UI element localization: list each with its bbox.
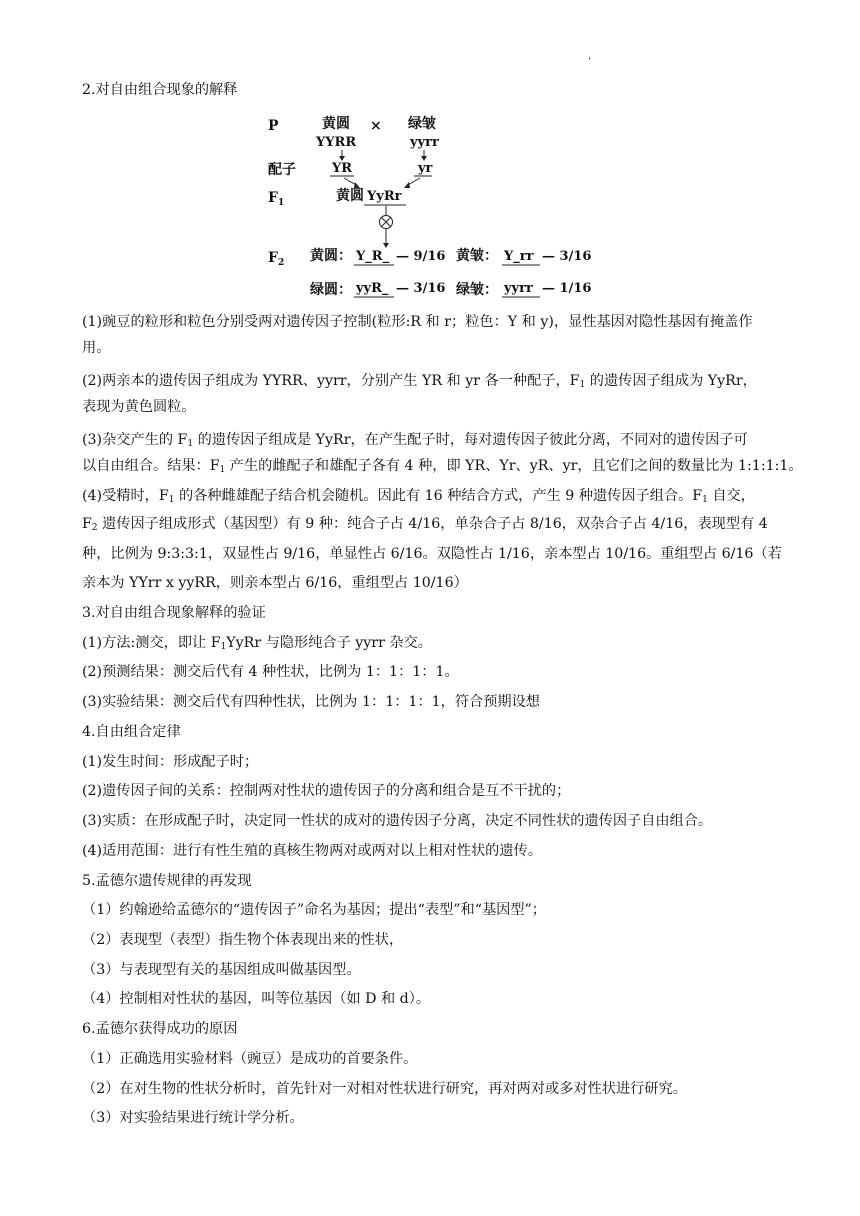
paragraph-line: (3)杂交产生的 $F_1$ 的遗传因子组成是 YyRr，在产生配子时，每对遗传因子彼此分离，不同对的遗传因子可 xyxy=(82,432,748,449)
paragraph-line: $F_2$ 遗传因子组成形式（基因型）有 9 种：纯合子占 4/16，单杂合子占 8/16，双杂合子占 4/16，表现型有 4 xyxy=(82,516,768,533)
paragraph-line: （1）约翰逊给孟德尔的“遗传因子”命名为基因；提出“表型”和“基因型”； xyxy=(82,902,546,918)
f2-yellow-wrinkled-ratio: — 3/16 xyxy=(542,249,592,264)
cross-diagram-svg xyxy=(250,108,630,304)
paragraph-line: （2）在对生物的性状分析时，首先针对一对相对性状进行研究，再对两对或多对性状进行研究。 xyxy=(82,1081,687,1097)
paragraph-line: 以自由组合。结果：$F_1$ 产生的雌配子和雄配子各有 4 种，即 YR、Yr、yR、yr，且它们之间的数量比为 1:1:1:1。 xyxy=(82,458,803,475)
section-heading-5: 5.孟德尔遗传规律的再发现 xyxy=(82,873,252,889)
paragraph-line: （3）与表现型有关的基因组成叫做基因型。 xyxy=(82,962,361,978)
paragraph-line: (1)发生时间：形成配子时； xyxy=(82,754,259,770)
cross-sign: × xyxy=(370,118,382,134)
f2-green-wrinkled-label: 绿皱： xyxy=(456,282,498,298)
page-mark: ' xyxy=(588,56,591,67)
arrowhead-gamete2-f1 xyxy=(404,182,410,188)
f2-green-round-genotype: yyR_ xyxy=(356,281,389,296)
paragraph-line: （3）对实验结果进行统计学分析。 xyxy=(82,1110,304,1126)
f2-yellow-round-genotype: Y_R_ xyxy=(356,249,390,264)
f2-yellow-wrinkled-label: 黄皱： xyxy=(456,248,498,264)
paragraph-line: 亲本为 YYrr x yyRR，则亲本型占 6/16，重组型占 10/16） xyxy=(82,575,468,591)
paragraph-line: 表现为黄色圆粒。 xyxy=(82,399,196,415)
paragraph-line: (2)遗传因子间的关系：控制两对性状的遗传因子的分离和组合是互不干扰的； xyxy=(82,783,571,799)
section-heading-2: 2.对自由组合现象的解释 xyxy=(82,82,238,98)
paragraph-line: （1）正确选用实验材料（豌豆）是成功的首要条件。 xyxy=(82,1051,418,1067)
f1-label: $F_1$ xyxy=(268,190,285,208)
section-heading-3: 3.对自由组合现象解释的验证 xyxy=(82,605,266,621)
f2-label: $F_2$ xyxy=(268,250,285,268)
paragraph-line: 用。 xyxy=(82,340,111,356)
paragraph-line: (4)受精时，$F_1$ 的各种雌雄配子结合机会随机。因此有 16 种结合方式，产生 9 种遗传因子组合。$F_1$ 自交， xyxy=(82,488,755,505)
paragraph-line: 种，比例为 9:3:3:1，双显性占 9/16，单显性占 6/16。双隐性占 1/16，亲本型占 10/16。重组型占 6/16（若 xyxy=(82,546,782,562)
paragraph-line: (3)实验结果：测交后代有四种性状，比例为 1：1：1：1，符合预期设想 xyxy=(82,694,540,710)
paragraph-line: （2）表现型（表型）指生物个体表现出来的性状， xyxy=(82,932,404,948)
paragraph-line: （4）控制相对性状的基因，叫等位基因（如 D 和 d）。 xyxy=(82,991,431,1007)
f1-phenotype: 黄圆 xyxy=(336,188,364,204)
p-label: P xyxy=(268,118,279,134)
paragraph-line: (1)豌豆的粒形和粒色分别受两对遗传因子控制(粒形:R 和 r；粒色：Y 和 y)，显性基因对隐性基因有掩盖作 xyxy=(82,314,753,330)
f2-green-round-label: 绿圆： xyxy=(310,282,352,298)
section-heading-4: 4.自由组合定律 xyxy=(82,724,181,740)
f2-green-round-ratio: — 3/16 xyxy=(396,281,446,296)
gamete-yr-upper: YR xyxy=(332,161,353,176)
parent1-genotype: YYRR xyxy=(316,135,357,150)
parent1-phenotype: 黄圆 xyxy=(322,116,350,132)
parent2-phenotype: 绿皱 xyxy=(408,116,436,132)
gamete-label: 配子 xyxy=(268,162,296,178)
parent2-genotype: yyrr xyxy=(410,135,439,150)
f1-genotype: YyRr xyxy=(367,189,402,204)
paragraph-line: (2)预测结果：测交后代有 4 种性状，比例为 1：1：1：1。 xyxy=(82,664,459,680)
paragraph-line: (4)适用范围：进行有性生殖的真核生物两对或两对以上相对性状的遗传。 xyxy=(82,843,542,859)
f2-yellow-wrinkled-genotype: Y_rr xyxy=(504,249,534,264)
paragraph-line: (1)方法:测交，即让 $F_1YyRr$ 与隐形纯合子 yyrr 杂交。 xyxy=(82,635,432,652)
section-heading-6: 6.孟德尔获得成功的原因 xyxy=(82,1021,238,1037)
dihybrid-cross-diagram xyxy=(250,108,630,304)
f2-green-wrinkled-genotype: yyrr xyxy=(504,281,533,296)
gamete-yr-lower: yr xyxy=(418,161,433,176)
f2-yellow-round-label: 黄圆： xyxy=(310,248,352,264)
f2-yellow-round-ratio: — 9/16 xyxy=(396,249,446,264)
paragraph-line: (2)两亲本的遗传因子组成为 YYRR、yyrr，分别产生 YR 和 yr 各一种配子，$F_1$ 的遗传因子组成为 YyRr， xyxy=(82,373,757,390)
arrowhead-f1-f2 xyxy=(383,243,389,248)
f2-green-wrinkled-ratio: — 1/16 xyxy=(542,281,592,296)
paragraph-line: (3)实质：在形成配子时，决定同一性状的成对的遗传因子分离，决定不同性状的遗传因子自由组合。 xyxy=(82,813,713,829)
